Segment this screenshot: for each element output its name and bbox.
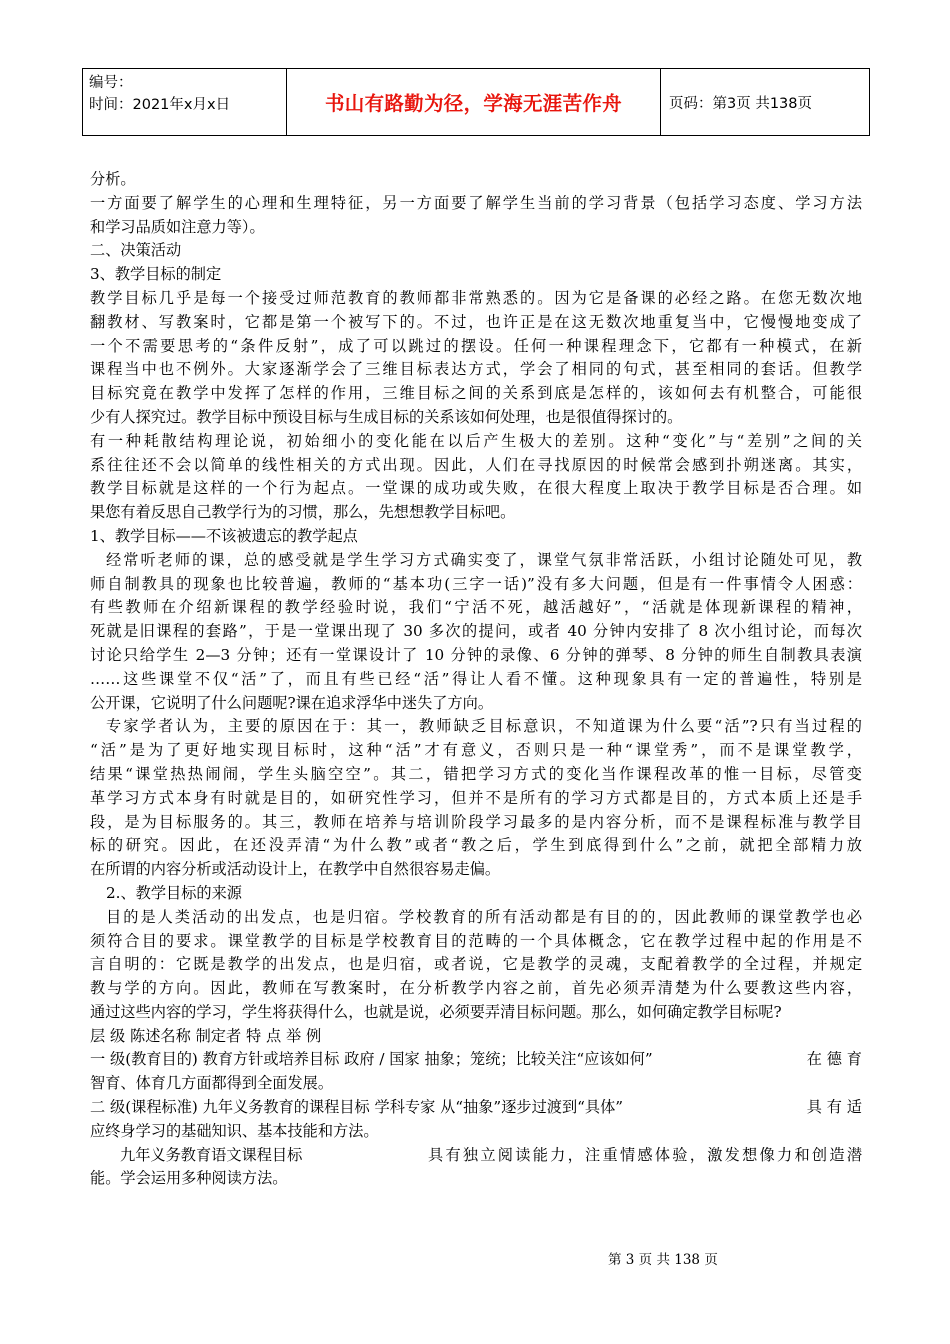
page-info: 页码：第3页 共138页 <box>669 95 813 112</box>
text-line: “活”是为了更好地实现目标时，这种“活”才有意义，否则只是一种“课堂秀”，而不是课堂教学， <box>90 741 862 760</box>
table-cell: 具有独立阅读能力，注重情感体验，激发想像力和创造潜 <box>428 1145 862 1164</box>
motto: 书山有路勤为径，学海无涯苦作舟 <box>324 92 622 115</box>
text-line: 一个不需要思考的“条件反射”，成了可以跳过的摆设。任何一种课程理念下，它都有一种模式，在新 <box>90 336 862 355</box>
table-row-continued: 能。学会运用多种阅读方法。 <box>90 1169 288 1188</box>
text-line: 师自制教具的现象也比较普遍，教师的“基本功(三字一话)”没有多大问题，但是有一件事情令人困惑： <box>90 574 862 593</box>
text-line: 系往往还不会以简单的线性相关的方式出现。因此，人们在寻找原因的时候常会感到扑朔迷离。其实， <box>90 455 862 474</box>
table-row <box>90 1096 862 1120</box>
table-row <box>90 1048 862 1072</box>
text-line: 果您有着反思自己教学行为的习惯，那么，先想想教学目标吧。 <box>90 503 516 522</box>
time-label: 时间：2021年x月x日 <box>89 97 231 113</box>
table-cell: 具 有 适 <box>806 1098 862 1117</box>
text-line: 经常听老师的课，总的感受就是学生学习方式确实变了，课堂气氛非常活跃，小组讨论随处可见，教 <box>106 550 862 569</box>
text-line: 在所谓的内容分析或活动设计上，在教学中自然很容易走偏。 <box>90 860 501 879</box>
number-label: 编号： <box>89 75 133 91</box>
text-line: 标的研究。因此，在还没弄清“为什么教”或者“教之后，学生到底得到什么”之前，就把全部精力放 <box>90 836 862 855</box>
text-line: 死就是旧课程的套路”，于是一堂课出现了 30 多次的提问，或者 40 分钟内安排了 8 次小组讨论，而每次 <box>90 622 862 641</box>
header-table <box>82 68 870 136</box>
text-line: 教学目标几乎是每一个接受过师范教育的教师都非常熟悉的。因为它是备课的必经之路。在您无数次地 <box>90 288 862 307</box>
text-line: 革学习方式本身有时就是目的，如研究性学习，但并不是所有的学习方式都是目的，方式本质上还是手 <box>90 788 862 807</box>
text-line: 公开课，它说明了什么问题呢?课在追求浮华中迷失了方向。 <box>90 693 494 712</box>
text-line: 通过这些内容的学习，学生将获得什么，也就是说，必须要弄清目标问题。那么，如何确定教学目标呢? <box>90 1002 782 1021</box>
text-line: 有一种耗散结构理论说，初始细小的变化能在以后产生极大的差别。这种“变化”与“差别”之间的关 <box>90 431 862 450</box>
section-heading: 2.、教学目标的来源 <box>106 883 242 902</box>
table-cell: 在 德 育 <box>806 1050 862 1069</box>
text-line: 一方面要了解学生的心理和生理特征，另一方面要了解学生当前的学习背景（包括学习态度、学习方法 <box>90 193 862 212</box>
text-line: 须符合目的要求。课堂教学的目标是学校教育目的范畴的一个具体概念，它在教学过程中起的作用是不 <box>90 931 862 950</box>
table-cell: 一 级(教育目的) 教育方针或培养目标 政府 / 国家 抽象；笼统；比较关注“应该如何” <box>90 1050 653 1069</box>
text-line: 少有人探究过。教学目标中预设目标与生成目标的关系该如何处理，也是很值得探讨的。 <box>90 407 683 426</box>
section-heading: 3、教学目标的制定 <box>90 265 222 284</box>
text-line: 段，是为目标服务的。其三，教师在培养与培训阶段学习最多的是内容分析，而不是课程标准与教学目 <box>90 812 862 831</box>
text-line: 和学习品质如注意力等）。 <box>90 217 265 236</box>
text-line: 教与学的方向。因此，教师在写教案时，在分析教学内容之前，首先必须弄清楚为什么要教这些内容， <box>90 979 862 998</box>
text-line: 分析。 <box>90 170 136 188</box>
table-row <box>90 1144 862 1168</box>
table-header-row: 层 级 陈述名称 制定者 特 点 举 例 <box>90 1026 322 1045</box>
section-heading: 二、决策活动 <box>90 241 182 260</box>
table-cell: 二 级(课程标准) 九年义务教育的课程目标 学科专家 从“抽象”逐步过渡到“具体” <box>90 1098 624 1117</box>
text-line: 有些教师在介绍新课程的教学经验时说，我们“宁活不死，越活越好”，“活就是体现新课程的精神， <box>90 598 862 617</box>
table-row-continued: 应终身学习的基础知识、基本技能和方法。 <box>90 1121 379 1140</box>
text-line: 讨论只给学生 2—3 分钟；还有一堂课设计了 10 分钟的录像、6 分钟的弹琴、8 分钟的师生自制教具表演 <box>90 645 862 664</box>
header-motto-cell <box>287 69 661 135</box>
text-line: 目的是人类活动的出发点，也是归宿。学校教育的所有活动都是有目的的，因此教师的课堂教学也必 <box>106 907 862 926</box>
table-cell: 九年义务教育语文课程目标 <box>120 1145 303 1164</box>
text-line: ……这些课堂不仅“活”了，而且有些已经“活”得让人看不懂。这种现象具有一定的普遍性，特别是 <box>90 669 862 688</box>
text-line: 结果“课堂热热闹闹，学生头脑空空”。其二，错把学习方式的变化当作课程改革的惟一目标，尽管变 <box>90 764 862 783</box>
document-body <box>90 168 862 1191</box>
text-line: 课程当中也不例外。大家逐渐学会了三维目标表达方式，学会了相同的句式，甚至相同的套话。但教学 <box>90 360 862 379</box>
page-footer: 第 3 页 共 138 页 <box>608 1252 718 1268</box>
text-line: 专家学者认为，主要的原因在于：其一，教师缺乏目标意识，不知道课为什么要“活”?只有当过程的 <box>106 717 862 736</box>
text-line: 目标究竟在教学中发挥了怎样的作用，三维目标之间的关系到底是怎样的，该如何去有机整合，可能很 <box>90 384 862 403</box>
text-line: 言自明的：它既是教学的出发点，也是归宿，或者说，它是教学的灵魂，支配着教学的全过程，并规定 <box>90 955 862 974</box>
header-meta <box>83 69 287 135</box>
text-line: 教学目标就是这样的一个行为起点。一堂课的成功或失败，在很大程度上取决于教学目标是否合理。如 <box>90 479 862 498</box>
text-line: 翻教材、写教案时，它都是第一个被写下的。不过，也许正是在这无数次地重复当中，它慢慢地变成了 <box>90 312 862 331</box>
section-heading: 1、教学目标——不该被遗忘的教学起点 <box>90 526 358 545</box>
table-row-continued: 智育、体育几方面都得到全面发展。 <box>90 1074 333 1093</box>
